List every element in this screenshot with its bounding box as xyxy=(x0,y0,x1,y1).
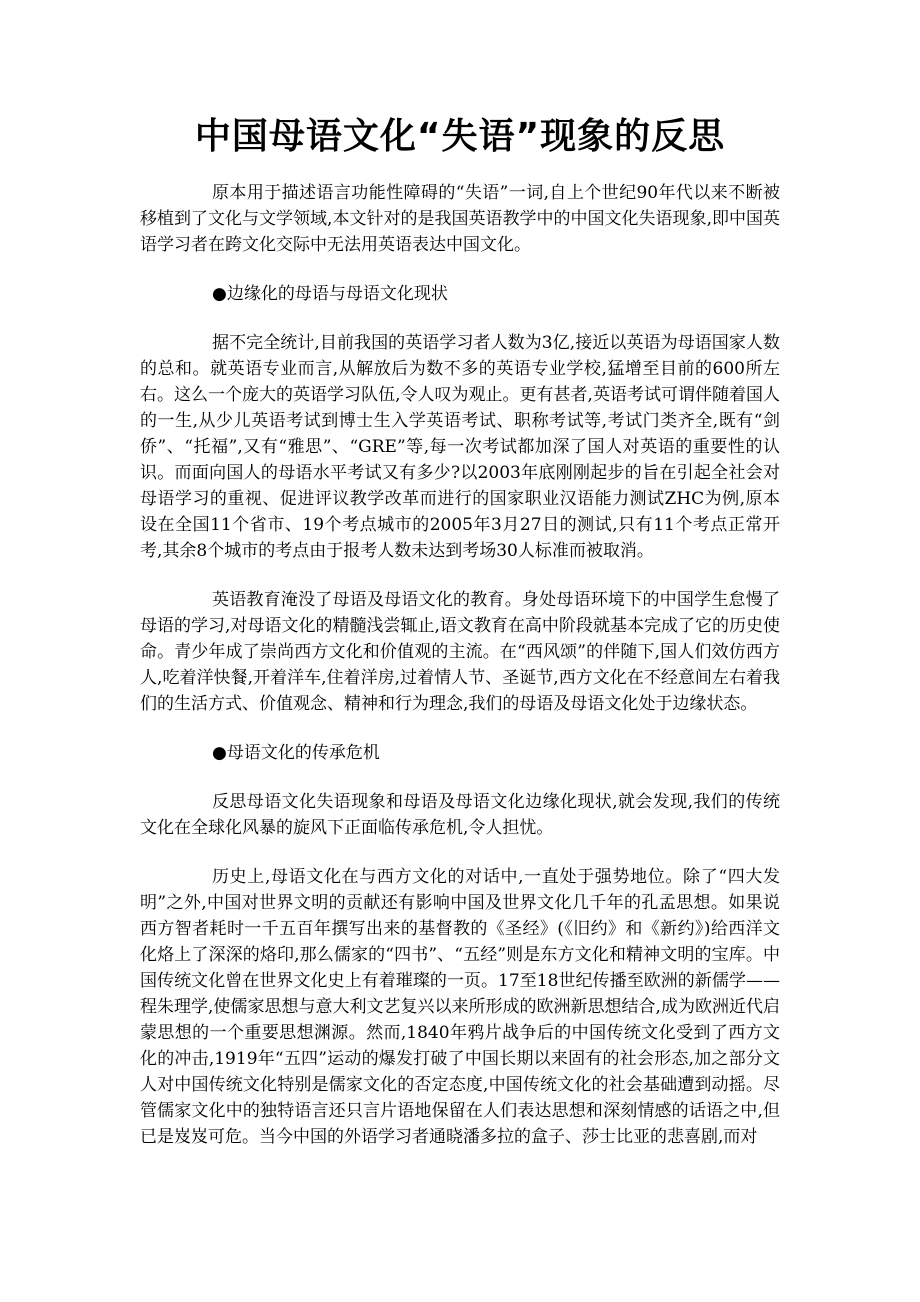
paragraph: 反思母语文化失语现象和母语及母语文化边缘化现状,就会发现,我们的传统文化在全球化风暴的旋风下正面临传承危机,令人担忧。 xyxy=(140,792,780,838)
paragraph-intro: 原本用于描述语言功能性障碍的“失语”一词,自上个世纪90年代以来不断被移植到了文化与文学领域,本文针对的是我国英语教学中的中国文化失语现象,即中国英语学习者在跨文化交际中无法用英语表达中国文化。 xyxy=(140,183,780,255)
document-title: 中国母语文化“失语”现象的反思 xyxy=(194,116,726,157)
document-body xyxy=(140,180,780,1173)
paragraph: 历史上,母语文化在与西方文化的对话中,一直处于强势地位。除了“四大发明”之外,中国对世界文明的贡献还有影响中国及世界文化几千年的孔孟思想。如果说西方智者耗时一千五百年撰写出来的基督教的《圣经》(《旧约》和《新约》)给西洋文化烙上了深深的烙印,那么儒家的“四书”、“五经”则是东方文化和精神文明的宝库。中国传统文化曾在世界文化史上有着璀璨的一页。17至18世纪传播至欧洲的新儒学——程朱理学,使儒家思想与意大利文艺复兴以来所形成的欧洲新思想结合,成为欧洲近代启蒙思想的一个重要思想渊源。然而,1840年鸦片战争后的中国传统文化受到了西方文化的冲击,1919年“五四”运动的爆发打破了中国长期以来固有的社会形态,加之部分文人对中国传统文化特别是儒家文化的否定态度,中国传统文化的社会基础遭到动摇。尽管儒家文化中的独特语言还只言片语地保留在人们表达思想和深刻情感的话语之中,但已是岌岌可危。当今中国的外语学习者通晓潘多拉的盒子、莎士比亚的悲喜剧,而对 xyxy=(140,867,780,1147)
paragraph: 英语教育淹没了母语及母语文化的教育。身处母语环境下的中国学生怠慢了母语的学习,对母语文化的精髓浅尝辄止,语文教育在高中阶段就基本完成了它的历史使命。青少年成了崇尚西方文化和价值观的主流。在“西风颂”的伴随下,国人们效仿西方人,吃着洋快餐,开着洋车,住着洋房,过着情人节、圣诞节,西方文化在不经意间左右着我们的生活方式、价值观念、精神和行为理念,我们的母语及母语文化处于边缘状态。 xyxy=(140,590,780,714)
section-heading: ●母语文化的传承危机 xyxy=(212,743,380,763)
paragraph: 据不完全统计,目前我国的英语学习者人数为3亿,接近以英语为母语国家人数的总和。就英语专业而言,从解放后为数不多的英语专业学校,猛增至目前的600所左右。这么一个庞大的英语学习队伍,令人叹为观止。更有甚者,英语考试可谓伴随着国人的一生,从少儿英语考试到博士生入学英语考试、职称考试等,考试门类齐全,既有“剑侨”、“托福”,又有“雅思”、“GRE”等,每一次考试都加深了国人对英语的重要性的认识。而面向国人的母语水平考试又有多少?以2003年底刚刚起步的旨在引起全社会对母语学习的重视、促进评议教学改革而进行的国家职业汉语能力测试ZHC为例,原本设在全国11个省市、19个考点城市的2005年3月27日的测试,只有11个考点正常开考,其余8个城市的考点由于报考人数未达到考场30人标准而被取消。 xyxy=(140,333,780,561)
section-heading: ●边缘化的母语与母语文化现状 xyxy=(212,284,448,304)
